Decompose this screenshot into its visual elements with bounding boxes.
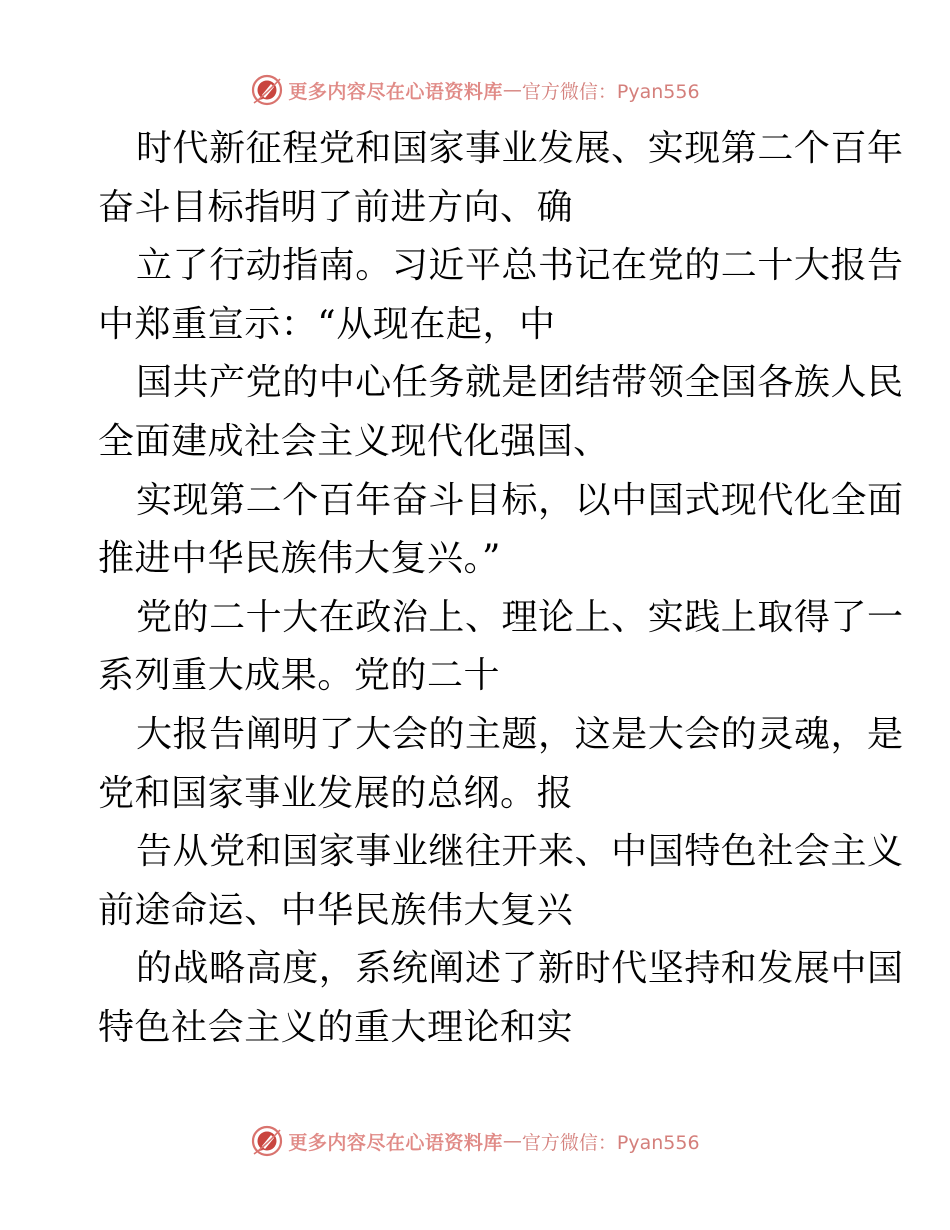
- document-body: [98, 120, 904, 1058]
- text-line: 党和国家事业发展的总纲。报: [98, 772, 574, 814]
- watermark-separator: —: [502, 1130, 522, 1152]
- watermark-wechat-text: 官方微信：Pyan556: [521, 80, 700, 103]
- text-line: 国共产党的中心任务就是团结带领全国各族人民: [136, 362, 904, 404]
- text-line: 大报告阐明了大会的主题，这是大会的灵魂，是: [136, 713, 904, 755]
- header-watermark: [0, 70, 950, 110]
- text-line: 全面建成社会主义现代化强国、: [98, 420, 610, 462]
- watermark-separator: —: [502, 79, 522, 101]
- watermark-wechat-text: 官方微信：Pyan556: [521, 1131, 700, 1154]
- footer-watermark: [0, 1121, 950, 1161]
- text-line: 前途命运、中华民族伟大复兴: [98, 889, 574, 931]
- text-line: 党的二十大在政治上、理论上、实践上取得了一: [136, 596, 904, 638]
- text-line: 系列重大成果。党的二十: [98, 655, 501, 697]
- text-line: 的战略高度，系统阐述了新时代坚持和发展中国: [136, 948, 904, 990]
- text-line: 告从党和国家事业继往开来、中国特色社会主义: [136, 831, 904, 873]
- pen-nib-logo-icon: [250, 1124, 284, 1158]
- watermark-main-text: 更多内容尽在心语资料库: [288, 1131, 503, 1154]
- text-line: 奋斗目标指明了前进方向、确: [98, 186, 574, 228]
- text-line: 推进中华民族伟大复兴。”: [98, 538, 502, 580]
- text-line: 特色社会主义的重大理论和实: [98, 1006, 574, 1048]
- watermark-main-text: 更多内容尽在心语资料库: [288, 80, 503, 103]
- pen-nib-logo-icon: [250, 73, 284, 107]
- text-line: 中郑重宣示：“从现在起，中: [98, 303, 556, 345]
- text-line: 时代新征程党和国家事业发展、实现第二个百年: [136, 128, 904, 169]
- text-line: 实现第二个百年奋斗目标，以中国式现代化全面: [136, 479, 904, 521]
- text-line: 立了行动指南。习近平总书记在党的二十大报告: [136, 245, 904, 287]
